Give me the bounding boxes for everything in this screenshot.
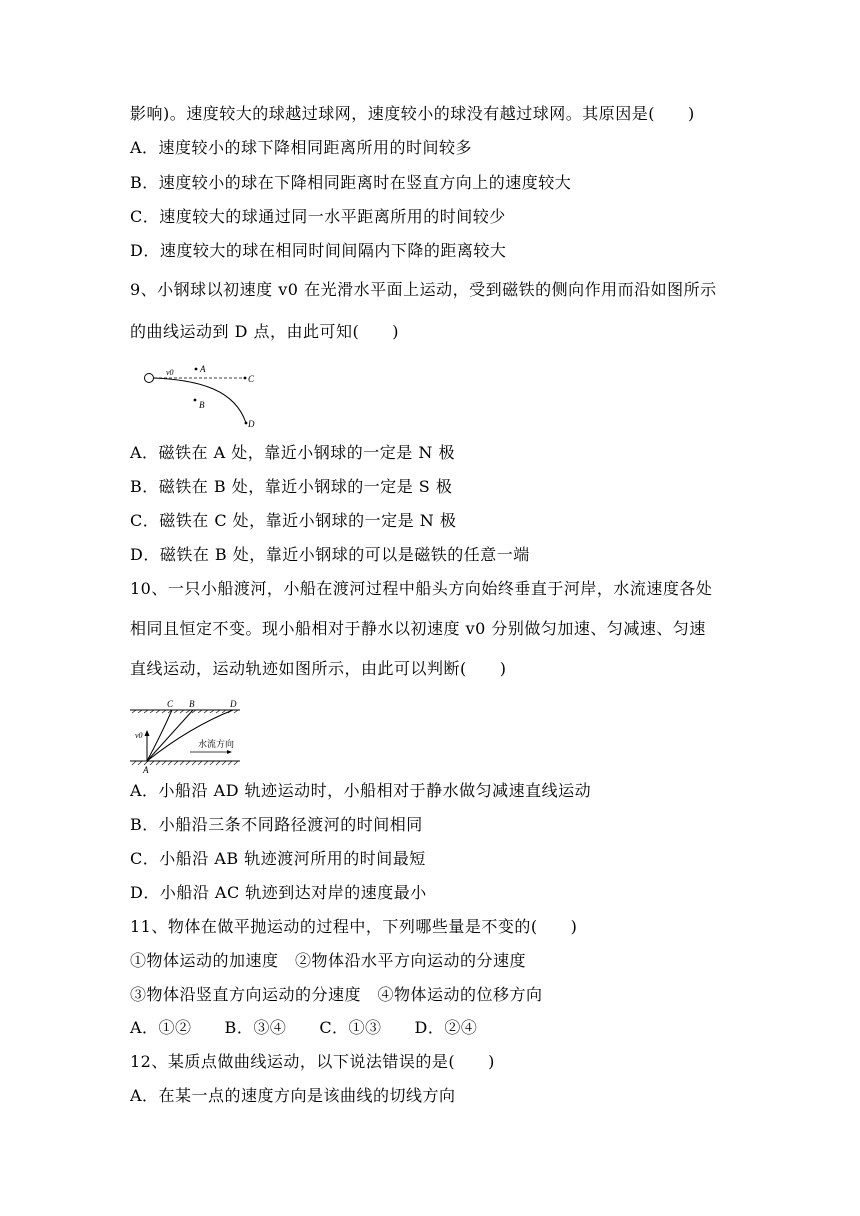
q11-stem: 11、物体在做平抛运动的过程中，下列哪些量是不变的( ) [130,917,578,936]
q10-label-b: B [189,699,195,709]
q9-option-a: A．磁铁在 A 处，靠近小钢球的一定是 N 极 [130,443,455,462]
q10-option-d: D．小船沿 AC 轨迹到达对岸的速度最小 [130,883,427,902]
q11-items-line1: ①物体运动的加速度 ②物体沿水平方向运动的分速度 [130,951,527,970]
q10-stem-line2: 相同且恒定不变。现小船相对于静水以初速度 v0 分别做匀加速、匀减速、匀速 [130,619,706,638]
q8-option-a: A．速度较小的球下降相同距离所用的时间较多 [130,138,473,157]
q9-option-d: D．磁铁在 B 处，靠近小钢球的可以是磁铁的任意一端 [130,545,530,564]
q9-label-c: C [248,374,255,384]
q10-stem-line3: 直线运动，运动轨迹如图所示，由此可以判断( ) [130,659,507,678]
q10-v0-label: v0 [135,731,143,740]
q10-option-b: B．小船沿三条不同路径渡河的时间相同 [130,815,423,834]
q10-option-c: C．小船沿 AB 轨迹渡河所用的时间最短 [130,849,426,868]
q10-option-a: A．小船沿 AD 轨迹运动时，小船相对于静水做匀减速直线运动 [130,781,592,800]
q8-stem-continuation: 影响)。速度较大的球越过球网，速度较小的球没有越过球网。其原因是( ) [130,104,695,123]
q9-option-c: C．磁铁在 C 处，靠近小钢球的一定是 N 极 [130,511,457,530]
q10-figure [130,697,250,777]
q10-label-d: D [230,699,237,709]
q10-stem-line1: 10、一只小船渡河，小船在渡河过程中船头方向始终垂直于河岸，水流速度各处 [130,579,713,598]
q9-label-b: B [199,400,205,410]
q10-label-c: C [167,699,174,709]
q9-stem-line2: 的曲线运动到 D 点，由此可知( ) [130,322,399,341]
q11-choices: A．①② B．③④ C．①③ D．②④ [130,1018,478,1037]
q8-option-b: B．速度较小的球在下降相同距离时在竖直方向上的速度较大 [130,173,572,192]
q12-stem: 12、某质点做曲线运动，以下说法错误的是( ) [130,1052,495,1071]
q9-label-a: A [200,364,206,374]
q8-option-c: C．速度较大的球通过同一水平距离所用的时间较少 [130,207,506,226]
q8-option-d: D．速度较大的球在相同时间间隔内下降的距离较大 [130,241,507,260]
q9-option-b: B．磁铁在 B 处，靠近小钢球的一定是 S 极 [130,477,453,496]
q12-option-a: A．在某一点的速度方向是该曲线的切线方向 [130,1086,456,1105]
q9-stem-line1: 9、小钢球以初速度 v0 在光滑水平面上运动，受到磁铁的侧向作用而沿如图所示 [130,280,717,299]
q11-items-line2: ③物体沿竖直方向运动的分速度 ④物体运动的位移方向 [130,985,543,1004]
q10-label-a: A [143,765,149,775]
q10-flow-label: 水流方向 [198,739,235,749]
q9-v0-label: v0 [166,368,174,377]
q9-label-d: D [248,419,255,429]
q9-figure [140,362,280,432]
